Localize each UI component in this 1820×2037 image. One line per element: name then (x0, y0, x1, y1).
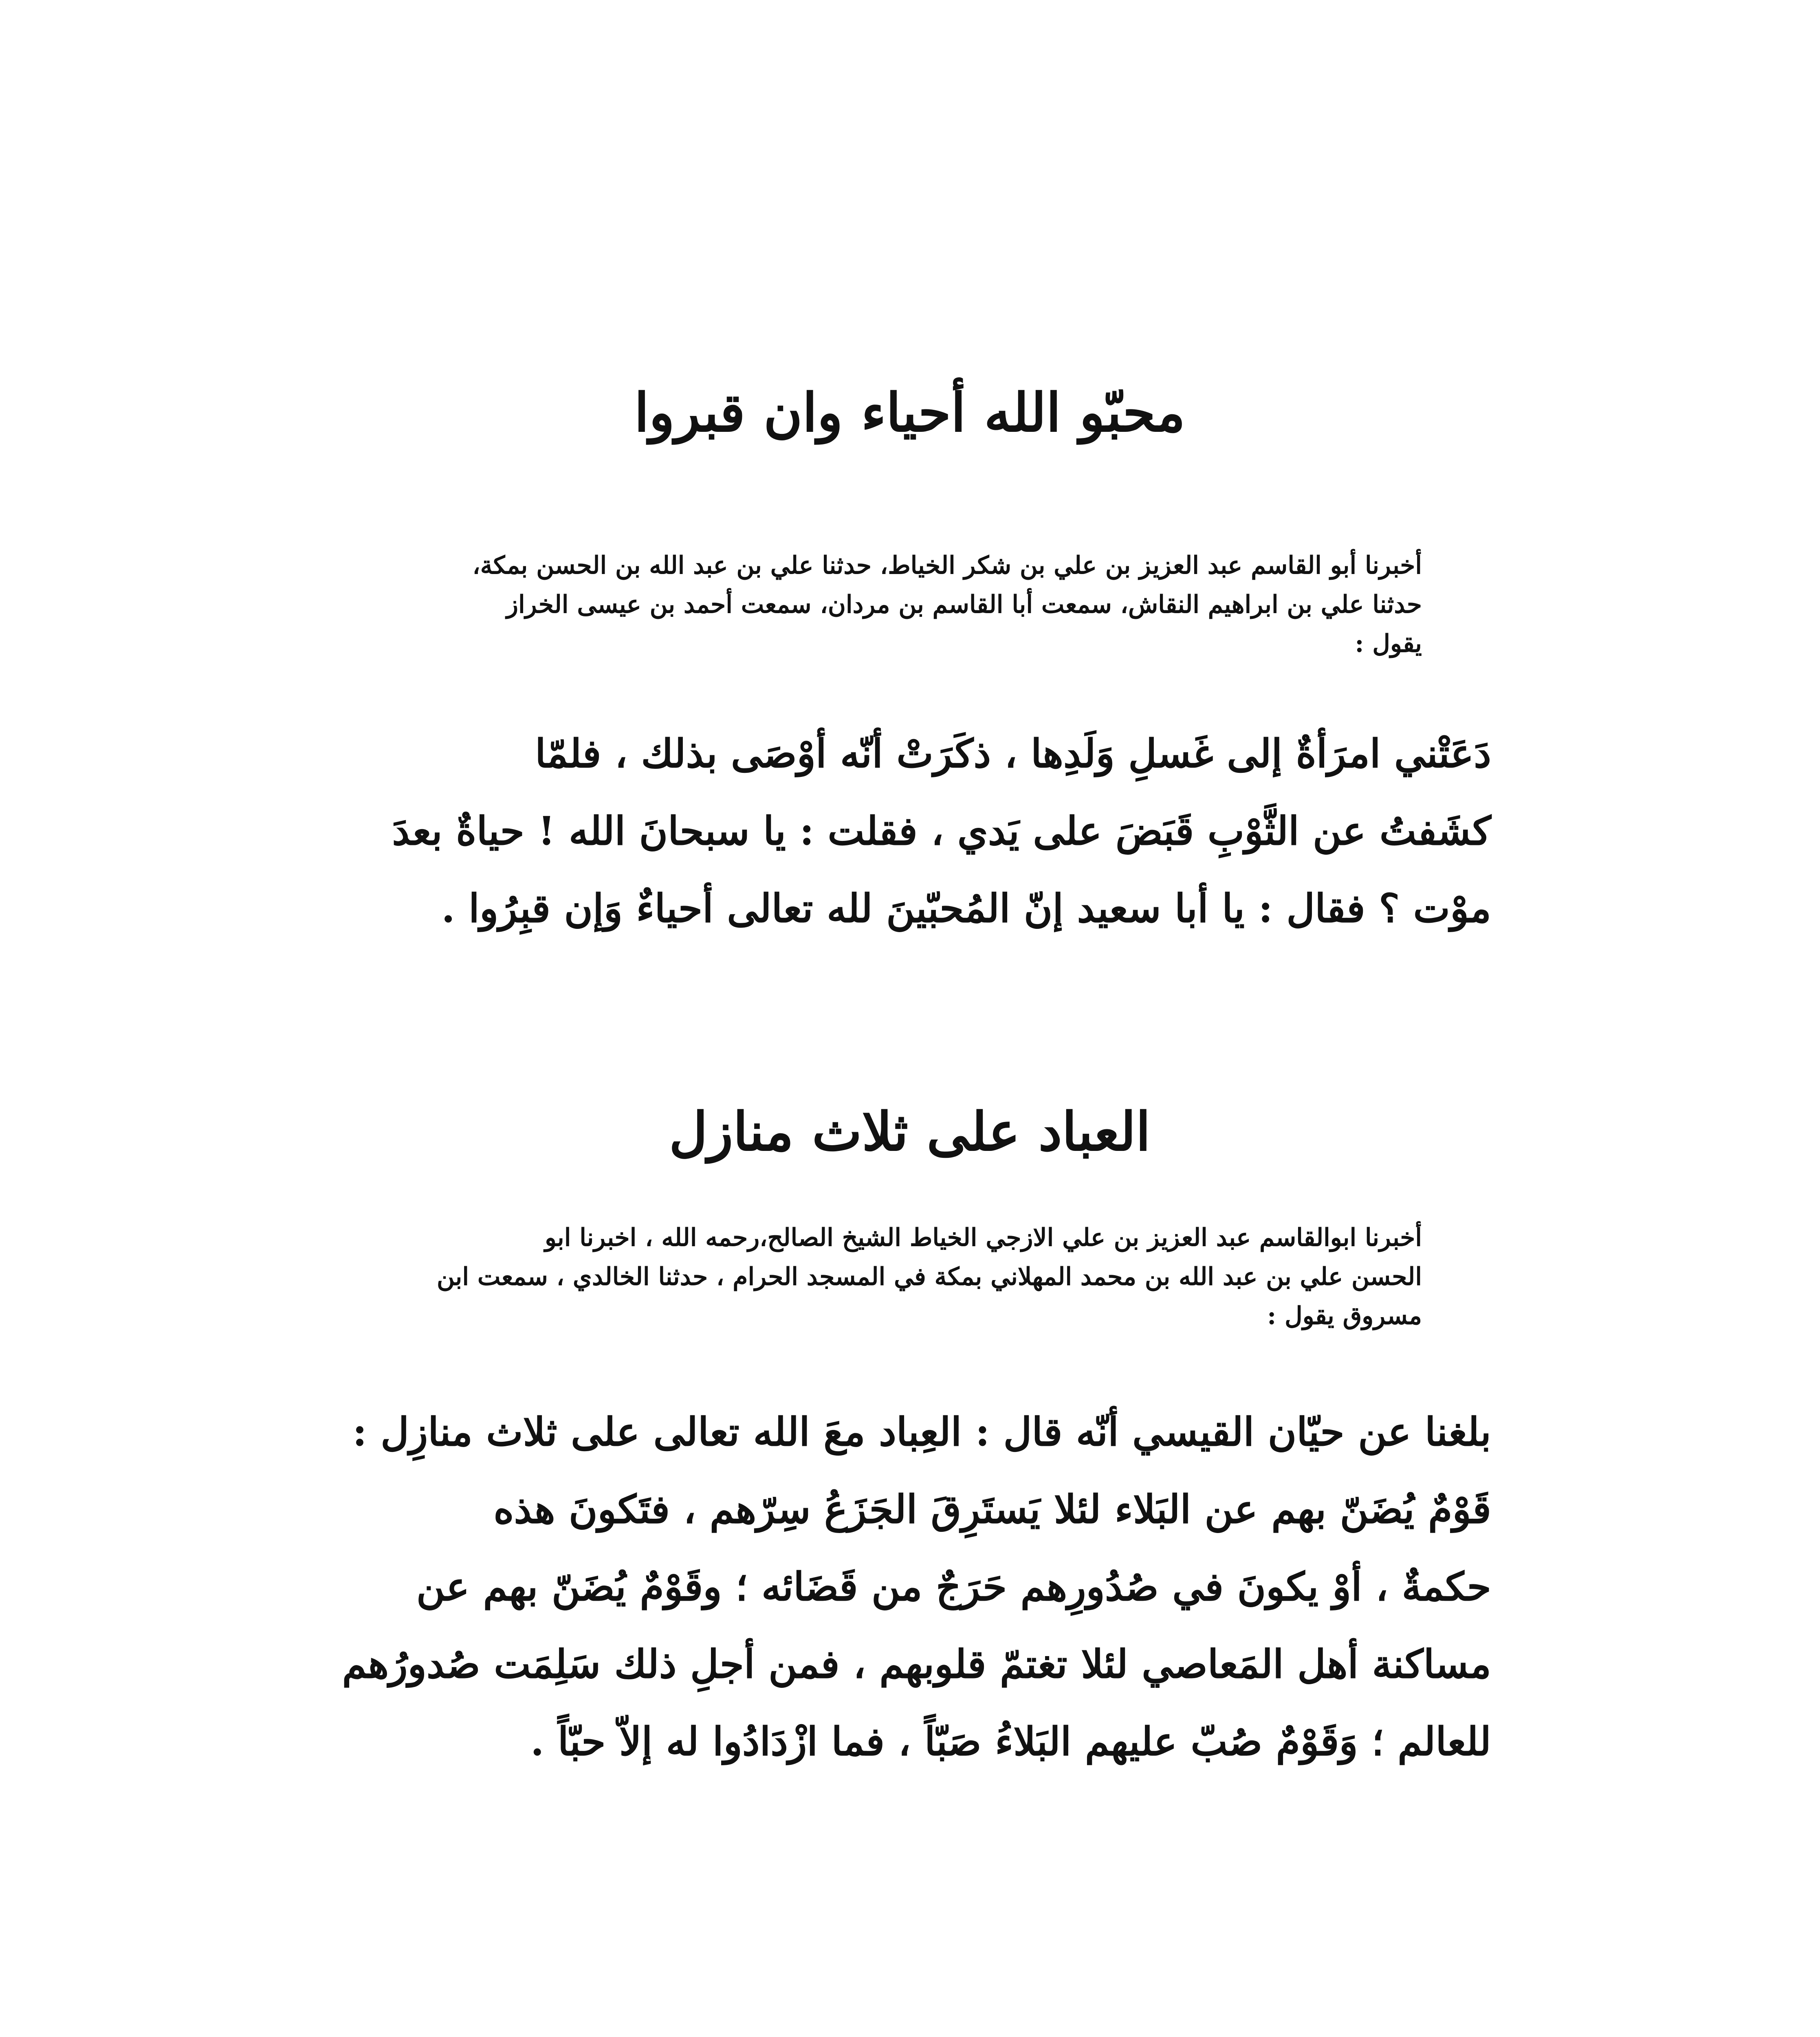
narration-line: كشَفتُ عن الثَّوْبِ قَبَضَ على يَدي ، فقلت : يا سبحانَ الله ! حياةٌ بعدَ (392, 808, 1491, 854)
isnad-1 (342, 546, 1422, 663)
narration-line: حكمةٌ ، أوْ يكونَ في صُدُورِهم حَرَجٌ من قَضَائه ؛ وقَوْمٌ يُضَنّ بهم عن (416, 1564, 1491, 1610)
narration-line: دَعَتْني امرَأةٌ إلى غَسلِ وَلَدِها ، ذكَرَتْ أنّه أوْصَى بذلك ، فلمّا (535, 730, 1491, 777)
narration-line: مساكنة أهل المَعاصي لئلا تغتمّ قلوبهم ، فمن أجلِ ذلك سَلِمَت صُدورُهم (342, 1641, 1491, 1687)
isnad-line: أخبرنا ابوالقاسم عبد العزيز بن علي الازجي الخياط الشيخ الصالح،رحمه الله ، اخبرنا ابو (545, 1223, 1422, 1252)
narration-line: للعالم ؛ وَقَوْمٌ صُبّ عليهم البَلاءُ صَبّاً ، فما ازْدَادُوا له إلاّ حبّاً . (530, 1718, 1491, 1764)
isnad-line: يقول : (1355, 629, 1422, 658)
section-title-2: العباد على ثلاث منازل (669, 1100, 1151, 1163)
narration-1 (310, 715, 1491, 947)
narration-line: بلغنا عن حيّان القيسي أنّه قال : العِباد معَ الله تعالى على ثلاث منازِل : (352, 1409, 1491, 1455)
isnad-2 (342, 1218, 1422, 1335)
isnad-line: الحسن علي بن عبد الله بن محمد المهلاني بمكة في المسجد الحرام ، حدثنا الخالدي ، سمعت ابن (437, 1263, 1422, 1291)
narration-2 (310, 1393, 1491, 1780)
isnad-line: أخبرنا أبو القاسم عبد العزيز بن علي بن شكر الخياط، حدثنا علي بن عبد الله بن الحسن بمكة، (472, 551, 1422, 580)
narration-line: قَوْمٌ يُضَنّ بهم عن البَلاء لئلا يَستَرِقَ الجَزَعُ سِرّهم ، فتَكونَ هذه (493, 1486, 1491, 1532)
isnad-line: حدثنا علي بن ابراهيم النقاش، سمعت أبا القاسم بن مردان، سمعت أحمد بن عيسى الخراز (506, 590, 1422, 619)
narration-line: موْت ؟ فقال : يا أبا سعيد إنّ المُحبّينَ لله تعالى أحياءٌ وَإن قبِرُوا . (441, 885, 1491, 931)
section-title-1: محبّو الله أحياء وان قبروا (634, 381, 1186, 444)
isnad-line: مسروق يقول : (1267, 1302, 1422, 1330)
